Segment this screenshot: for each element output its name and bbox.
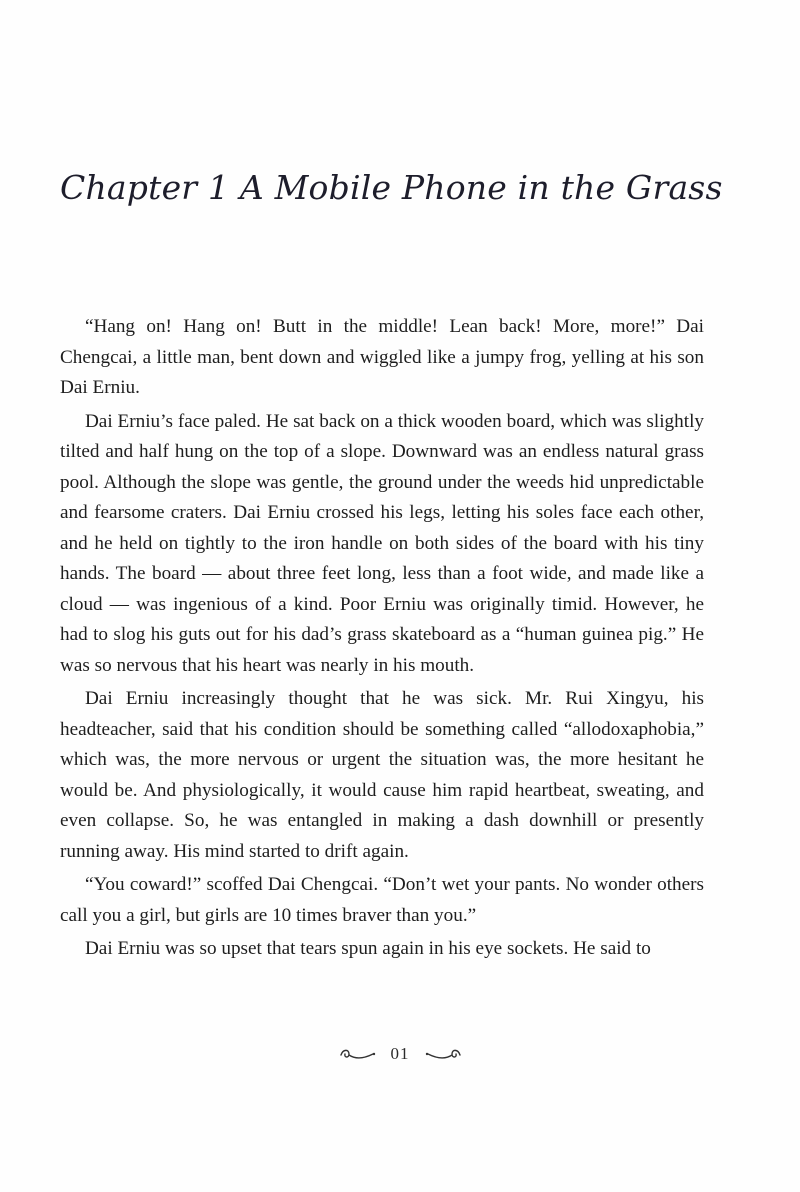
paragraph: “Hang on! Hang on! Butt in the middle! Lean back! More, more!” Dai Chengcai, a little man, bent down and wiggled like a jumpy frog, yelling at his son Dai Erniu. xyxy=(60,316,704,398)
paragraph: Dai Erniu increasingly thought that he was sick. Mr. Rui Xingyu, his headteacher, said that his condition should be something called “allodoxaphobia,” which was, the more nervous or urgent the situation was, the more hesitant he would be. And physiologically, it would cause him rapid heartbeat, sweating, and even collapse. So, he was entangled in making a dash downhill or presently running away. His mind started to drift again. xyxy=(60,688,704,862)
paragraph: Dai Erniu’s face paled. He sat back on a thick wooden board, which was slightly tilted and half hung on the top of a slope. Downward was an endless natural grass pool. Although the slope was gentle, the ground under the weeds hid unpredictable and fearsome craters. Dai Erniu crossed his legs, letting his soles face each other, and he held on tightly to the iron handle on both sides of the board with his tiny hands. The board — about three feet long, less than a foot wide, and made like a cloud — was ingenious of a kind. Poor Erniu was originally timid. However, he had to slog his guts out for his dad’s grass skateboard as a “human guinea pig.” He was so nervous that his heart was nearly in his mouth. xyxy=(60,410,704,676)
paragraph: Dai Erniu was so upset that tears spun again in his eye sockets. He said to xyxy=(84,938,651,959)
right-flourish-icon xyxy=(424,1046,462,1062)
chapter-title: Chapter 1 A Mobile Phone in the Grass xyxy=(60,168,723,207)
page-number: 01 xyxy=(390,1044,410,1063)
body-text xyxy=(60,312,704,968)
paragraph: “You coward!” scoffed Dai Chengcai. “Don’t wet your pants. No wonder others call you a girl, but girls are 10 times braver than you.” xyxy=(60,874,704,926)
left-flourish-icon xyxy=(339,1046,377,1062)
page-footer xyxy=(0,1044,800,1064)
